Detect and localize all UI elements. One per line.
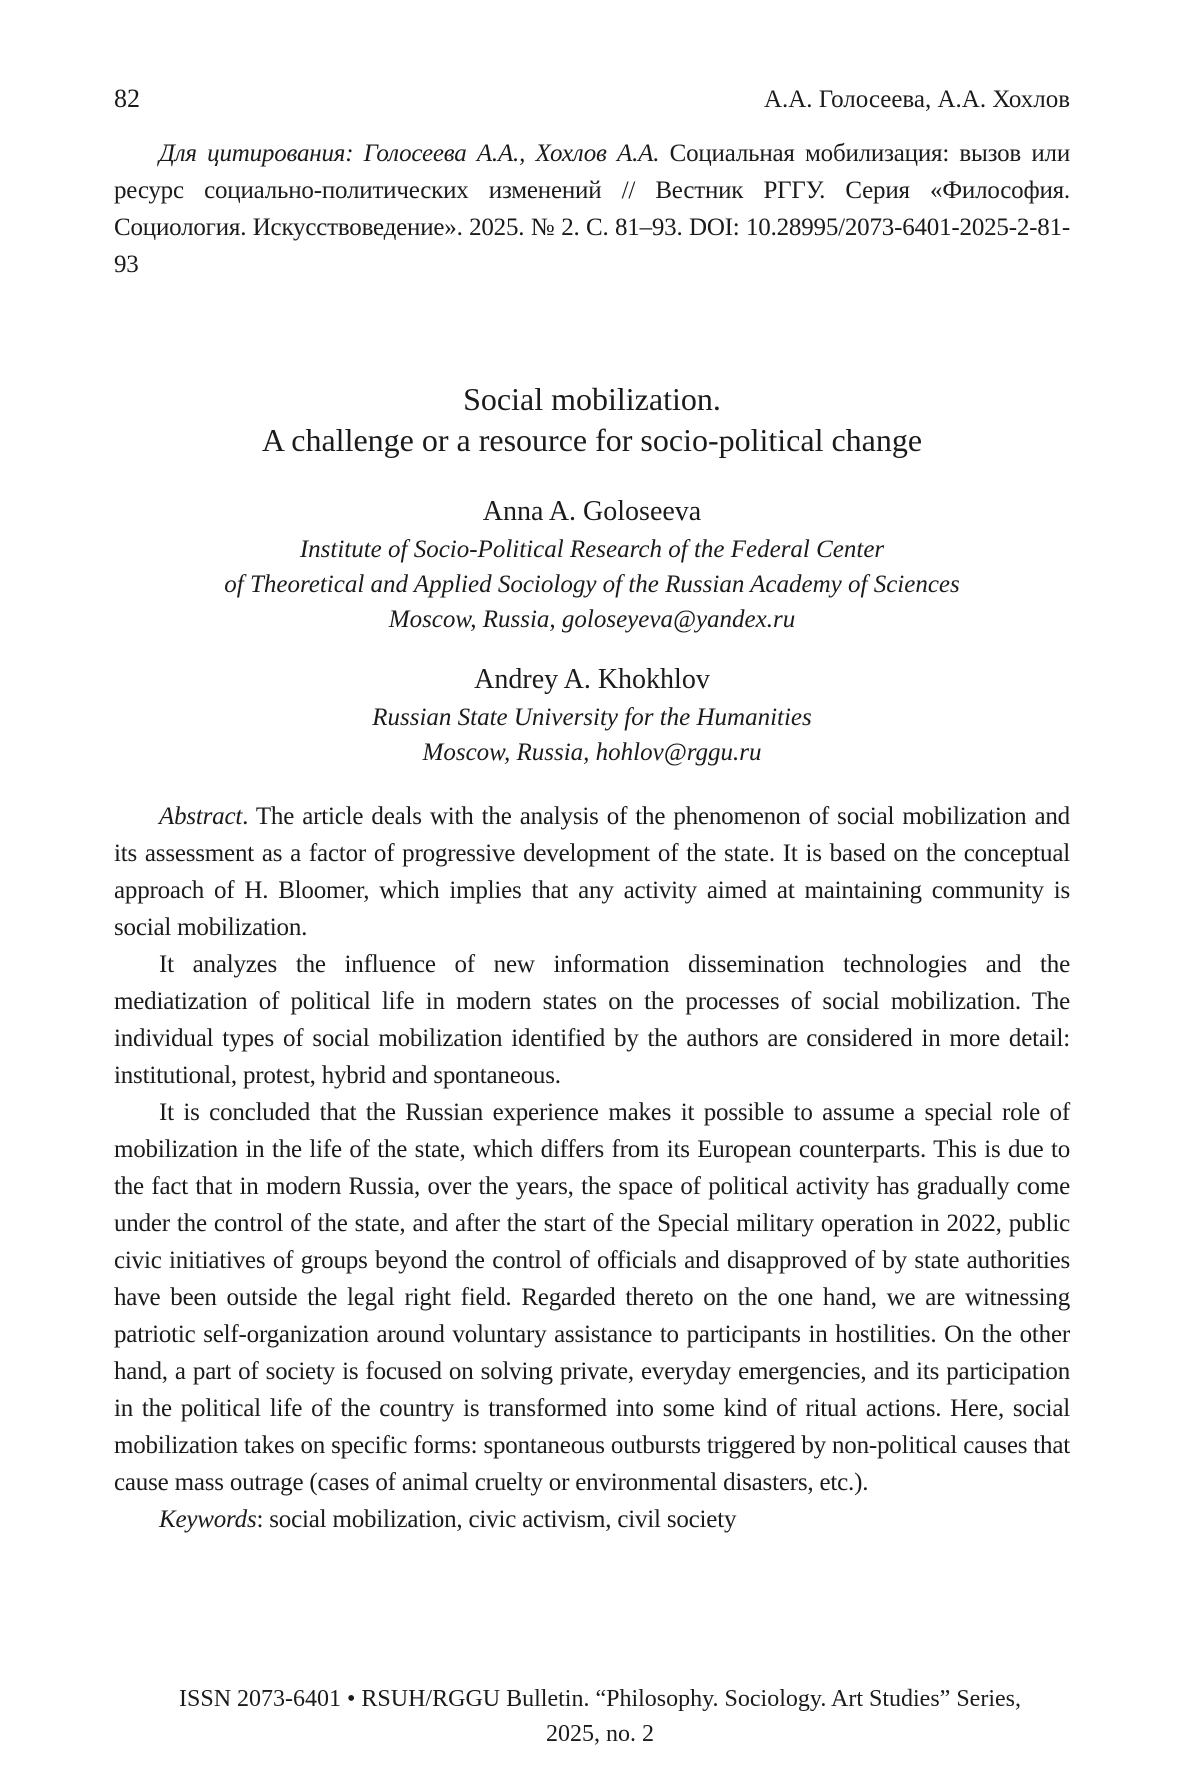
abstract-label: Abstract [159, 803, 243, 830]
author-block-khokhlov [114, 663, 1070, 770]
author-affiliation-line: Russian State University for the Humanities [372, 704, 812, 731]
footer-line2: 2025, no. 2 [546, 1721, 654, 1747]
keywords-text: : social mobilization, civic activism, civil society [256, 1506, 737, 1533]
page-footer [0, 1682, 1200, 1752]
author-affiliation-email: Moscow, Russia, hohlov@rggu.ru [422, 739, 762, 766]
keywords-paragraph [114, 1501, 1070, 1538]
abstract-paragraph-2: It analyzes the influence of new information dissemination technologies and the mediatization of political life in modern states on the processes of social mobilization. The individual types of social mobilization identified by the authors are considered in more detail: institutional, protest, hybrid and spontaneous. [114, 951, 1070, 1089]
citation-label: Для цитирования: Голосеева А.А., Хохлов А.А. [159, 140, 660, 167]
page-header [114, 84, 1070, 115]
author-block-goloseeva [114, 495, 1070, 637]
author-name: Anna A. Goloseeva [482, 496, 702, 527]
keywords-label: Keywords [159, 1506, 257, 1533]
abstract-paragraph-3: It is concluded that the Russian experience makes it possible to assume a special role of mobilization in the life of the state, which differs from its European counterparts. This is due to the fact that in modern Russia, over the years, the space of political activity has gradually come under the control of the state, and after the start of the Special military operation in 2022, public civic initiatives of groups beyond the control of officials and disapproved of by state authorities have been outside the legal right field. Regarded thereto on the one hand, we are witnessing patriotic self-organization around voluntary assistance to participants in hostilities. On the other hand, a part of society is focused on solving private, everyday emergencies, and its participation in the political life of the country is transformed into some kind of ritual actions. Here, social mobilization takes on specific forms: spontaneous outbursts triggered by non-political causes that cause mass outrage (cases of animal cruelty or environmental disasters, etc.). [114, 1099, 1070, 1496]
article-title-line2: A challenge or a resource for socio-political change [261, 422, 923, 458]
citation-text: Социальная мобилизация: вызов или ресурс социально-политических изменений // Вестник РГГУ. Серия «Философия. Социология. Искусствоведение». 2025. № 2. С. 81–93. DOI: 10.28995/2073-6401-2025-2-81-93 [114, 140, 1070, 278]
article-title [114, 379, 1070, 461]
running-head: А.А. Голосеева, А.А. Хохлов [763, 86, 1070, 113]
author-affiliation-email: Moscow, Russia, goloseyeva@yandex.ru [388, 606, 796, 633]
abstract-paragraph-1-text: . The article deals with the analysis of the phenomenon of social mobilization and its assessment as a factor of progressive development of the state. It is based on the conceptual approach of H. Bloomer, which implies that any activity aimed at maintaining community is social mobilization. [114, 803, 1070, 941]
author-affiliation-line: Institute of Socio-Political Research of the Federal Center [299, 536, 885, 563]
abstract-paragraph-1 [114, 798, 1070, 946]
citation-paragraph [114, 135, 1070, 283]
footer-line1: ISSN 2073-6401 • RSUH/RGGU Bulletin. “Philosophy. Sociology. Art Studies” Series, [179, 1686, 1021, 1712]
page-number: 82 [114, 84, 140, 113]
author-affiliation-line: of Theoretical and Applied Sociology of the Russian Academy of Sciences [224, 571, 960, 598]
author-name: Andrey A. Khokhlov [474, 664, 710, 695]
abstract-section [114, 798, 1070, 1538]
article-title-line1: Social mobilization. [463, 381, 721, 417]
